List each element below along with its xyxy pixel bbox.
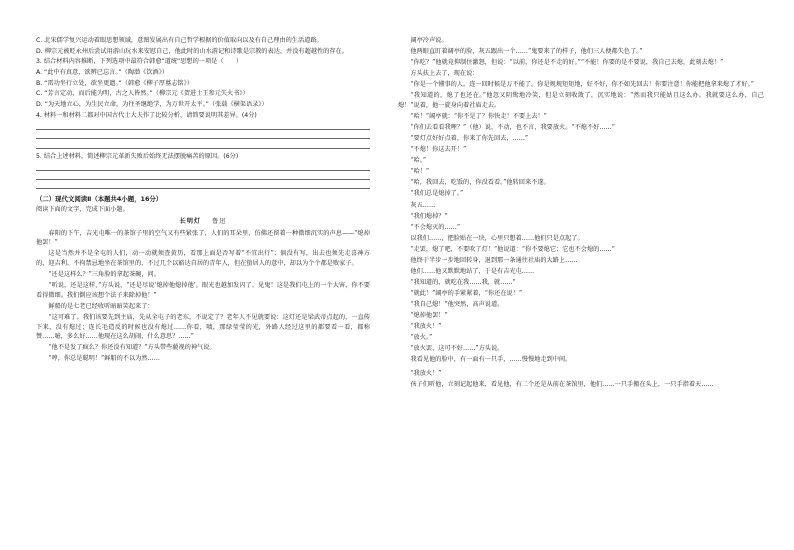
answer-line[interactable] [36, 162, 370, 170]
story-paragraph: 灰五…… [410, 201, 436, 209]
answer-line[interactable] [36, 140, 370, 148]
story-paragraph: “哈！” [410, 168, 430, 176]
story-paragraph: “我放火！” [410, 323, 442, 331]
story-paragraph: “哼，你总是聪明！”鲜船的不以为然…… [48, 355, 160, 363]
question-3-option-b: B. “雷功坐行立处，欲坐更遗。”（韩愈《柳子厚墓志铭》） [36, 79, 193, 87]
story-paragraph: 以我们……，把脸贴在一块，心里只想着……他们只是点起了。 [410, 234, 584, 242]
question-3-option-c: C. “芳言定动，而后能为明，古之人皆然。”（柳宗元《贺进士王参元失火书》） [36, 90, 249, 98]
story-paragraph: “哈，我回去，吃饭的，你没看看。”他转回来不遂。 [410, 179, 550, 187]
question-5: 5. 结合上述材料，简述柳宗元革新失败后始终无法摆脱痛苦的原因。(6分) [36, 152, 239, 160]
story-paragraph: “熄掉他罢！” [410, 312, 448, 320]
story-paragraph: 他两眼直盯着阔亭的脸，灰五跟出一个……“鬼要来了的样子，他们三人便都失色了。” [410, 48, 643, 56]
story-title-line [36, 217, 370, 227]
story-paragraph: 阔亭冷声说。 [410, 37, 448, 44]
story-paragraph: “哈。” [410, 157, 426, 165]
story-paragraph: “哈！”阔亭就：“你不是了？你快走！不要上去！” [410, 113, 547, 121]
story-paragraph: “我自己熄！”他突然，高声说道。 [410, 301, 504, 309]
question-3-option-a: A. “此中有真意，欲辨已忘言。”（陶潜《饮酒》） [36, 69, 169, 77]
story-paragraph: “不会熄灭的……” [410, 223, 461, 231]
story-paragraph: 我看见他的脸中，有一面有一只手，……慢慢地走到中间。 [410, 356, 572, 364]
story-paragraph: “我们总是熄掉了。” [410, 190, 464, 198]
story-paragraph: 他们……他又默默地站了，于是有吉光屯…… [410, 267, 535, 275]
question-4: 4. 材料一和材料二都对中国古代士大夫作了比较分析，请简要说明其差异。(4分) [36, 111, 257, 119]
story-ending-line: “我放火！” [410, 370, 442, 378]
question-3-option-d: D. “为天地立心，为生民立命，为往圣继绝学，为万世开太平。”（张载《横渠语录》） [36, 101, 268, 109]
story-paragraph: “放火。” [410, 334, 433, 342]
story-paragraph: “要灯点好好点着，你来了你先回去，……” [410, 135, 529, 143]
story-paragraph: “你是一个懂事的人。连一回时候是万不能了。你是规规矩矩地，好不好，你不如先回去！你要注意！你能把他拿来熄了才好。” [410, 81, 754, 89]
section-instruction: 阅读下面的文字，完成下面小题。 [36, 206, 129, 214]
story-paragraph: 他终于半步一步地回转身，退到那一条通往社庙的大路上…… [410, 256, 578, 264]
answer-line[interactable] [36, 181, 370, 189]
right-column [398, 36, 764, 391]
story-paragraph: “我知道的，熄了也还在。”他忽又阴鸷地冷笑，但是立刻收敛了，沉实地说：“然而我只能姑且这么办。我就要这么办，自己熄！”说着，他一旋身向着社庙走去。 [398, 92, 764, 109]
answer-line[interactable] [36, 131, 370, 139]
story-paragraph: “走罢，熄了吧，不要吹了灯！”他说道：“你不要熄它；它也不会熄的……” [410, 245, 615, 253]
story-paragraph: “就此！”阔亭的手紧紧着，“你还在说！” [410, 290, 523, 298]
story-paragraph: 鲜船的是七老已经收听暗暗笑起来了： [48, 302, 154, 310]
story-paragraph: 方头扶上去了，现在说： [410, 70, 479, 78]
option-d: D. 柳宗元被贬永州后尝试用游山玩水来安慰自己，他此时的山水游记和诗歌是宗教的表达，并没有超越性的存在。 [36, 47, 348, 55]
story-paragraph: “我知道的，就吃在我……我，就……” [410, 278, 516, 286]
section-header: （二）现代文阅读Ⅱ（本题共4小题，16分） [36, 195, 163, 204]
story-ending-paragraph: 孩子们听他，立刻记起他来，看见他，有二个还是从前在茶馆里，他们……一只手搬在头上，一只手指着天…… [410, 381, 714, 389]
story-paragraph: “放火罢，这可不好……”方头说。 [410, 345, 504, 353]
story-author: 鲁迅 [212, 217, 227, 225]
story-paragraph: “这可难了。我们该要先到主庙，先从全屯子的老东，不说定了？老年人不见就要说：这灯还是梁武帝点起的，一直传下来，没有熄过；连长毛造反的时候也没有熄过……你看，啧，那绿莹莹的光，外路人经过这里的都要看一看，都称赞……噫，多么好……他现在这么胡闹，什么意思？……” [36, 313, 370, 341]
story-paragraph: 这是当然并不是全屯的人们，动一动就须查黄历，看那上面是否写着“不宜出行”；倘没有写，出去也须先走喜神方的，迎吉利。不拘禁忌地坐在茶馆里的，不过几个以豁达自居的青年人，但在蛰居人的意中，却以为个个都是败家子。 [36, 250, 370, 268]
option-c: C. 北宋儒学复兴运动着眼思想领域，意图发展出有自己哲学根据的价值取向以及有自己理由的生活道路。 [36, 37, 323, 44]
story-paragraph: “不熄！你这去开！” [410, 146, 467, 154]
answer-line[interactable] [36, 172, 370, 180]
story-paragraph: “你们去看看我哩？”（他）说，不动，也不言，我要放火。“不熄不好……” [410, 124, 615, 132]
answer-line[interactable] [36, 122, 370, 130]
story-paragraph: 春阳的下午，吉光屯唯一的茶馆子里的空气又有些紧张了，人们的耳朵里，仿佛还留着一种微细沉实的声息——“熄掉他罢！” [36, 229, 370, 247]
story-paragraph: “还是这样么？”三角脸的拿起茶碗，问。 [48, 271, 160, 279]
question-3: 3. 结合材料内容推断，下列选项中最符合韩愈“道统”思想的一项是（ ） [36, 58, 243, 66]
story-paragraph: “听说，还是这样，”方头说，“还是尽说‘熄掉他熄掉他’。眼光也越加发闪了。见鬼！这是我们屯上的一个大害，你不要看得微细。我们倒应该想个法子来除掉他！” [36, 282, 370, 299]
story-paragraph: “你吃？”他就竟抑制住激怒，但说：“以前，你还是不走的好。”“不能！你要的是不要说，我自己去熄，此刻去熄！” [410, 59, 724, 67]
left-column [36, 36, 370, 365]
story-paragraph: “我们熄掉？” [410, 212, 448, 220]
story-paragraph: “他不是发了疯么？你还没有知道？”方头带些藐视的神气说。 [48, 344, 216, 352]
story-title: 长明灯 [179, 217, 202, 225]
